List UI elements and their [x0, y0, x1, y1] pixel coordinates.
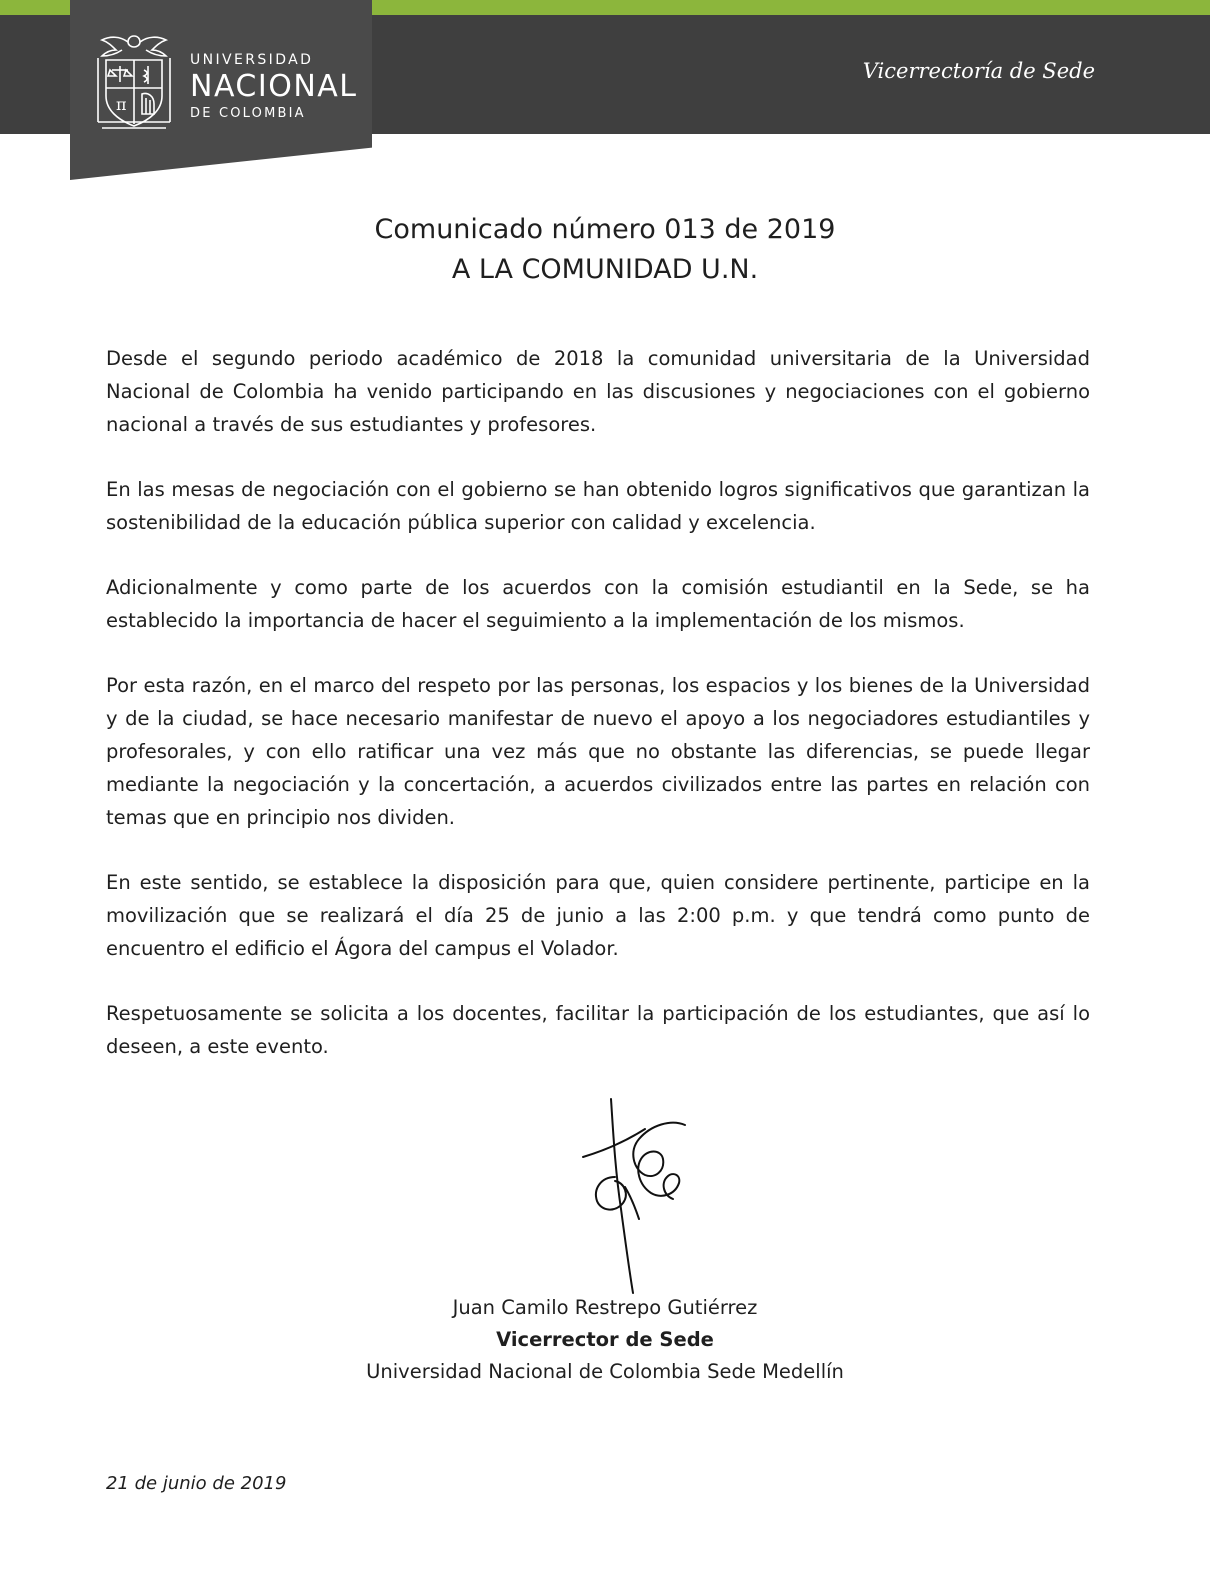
signer-name: Juan Camilo Restrepo Gutiérrez: [452, 1296, 758, 1319]
body-paragraph: En las mesas de negociación con el gobierno se han obtenido logros significativos que garantizan la sostenibilidad de la educación pública superior con calidad y excelencia.: [106, 478, 1090, 534]
document-title: [0, 210, 1210, 290]
handwritten-signature: [575, 1095, 705, 1295]
svg-text:π: π: [116, 95, 127, 114]
logo-line-nacional: NACIONAL: [190, 69, 358, 104]
title-line-1: Comunicado número 013 de 2019: [374, 214, 836, 245]
body-paragraph: Adicionalmente y como parte de los acuerdos con la comisión estudiantil en la Sede, se ha establecido la importancia de hacer el seguimiento a la implementación de los mismos.: [106, 576, 1090, 632]
logo-line-de-colombia: DE COLOMBIA: [190, 106, 306, 121]
office-name: Vicerrectoría de Sede: [862, 59, 1095, 83]
signer-role: Vicerrector de Sede: [496, 1328, 714, 1351]
title-line-2: A LA COMUNIDAD U.N.: [451, 254, 759, 285]
body-paragraph: Respetuosamente se solicita a los docentes, facilitar la participación de los estudiantes, que así lo deseen, a este evento.: [106, 1002, 1090, 1058]
university-logo: [190, 52, 358, 122]
logo-line-universidad: UNIVERSIDAD: [190, 52, 314, 68]
body-paragraph: En este sentido, se establece la disposición para que, quien considere pertinente, participe en la movilización que se realizará el día 25 de junio a las 2:00 p.m. y que tendrá como punto de encuentro el edificio el Ágora del campus el Volador.: [106, 871, 1090, 960]
document-body: [106, 342, 1090, 1095]
university-seal-icon: [90, 30, 178, 134]
signer-institution: Universidad Nacional de Colombia Sede Medellín: [366, 1360, 844, 1383]
document-date: 21 de junio de 2019: [106, 1473, 287, 1494]
signature-block: [0, 1292, 1210, 1388]
body-paragraph: Por esta razón, en el marco del respeto por las personas, los espacios y los bienes de la Universidad y de la ciudad, se hace necesario manifestar de nuevo el apoyo a los negociadores estudiantiles y profesorales, y con ello ratificar una vez más que no obstante las diferencias, se puede llegar mediante la negociación y la concertación, a acuerdos civilizados entre las partes en relación con temas que en principio nos dividen.: [106, 674, 1090, 829]
body-paragraph: Desde el segundo periodo académico de 2018 la comunidad universitaria de la Universidad Nacional de Colombia ha venido participando en las discusiones y negociaciones con el gobierno nacional a través de sus estudiantes y profesores.: [106, 347, 1090, 436]
